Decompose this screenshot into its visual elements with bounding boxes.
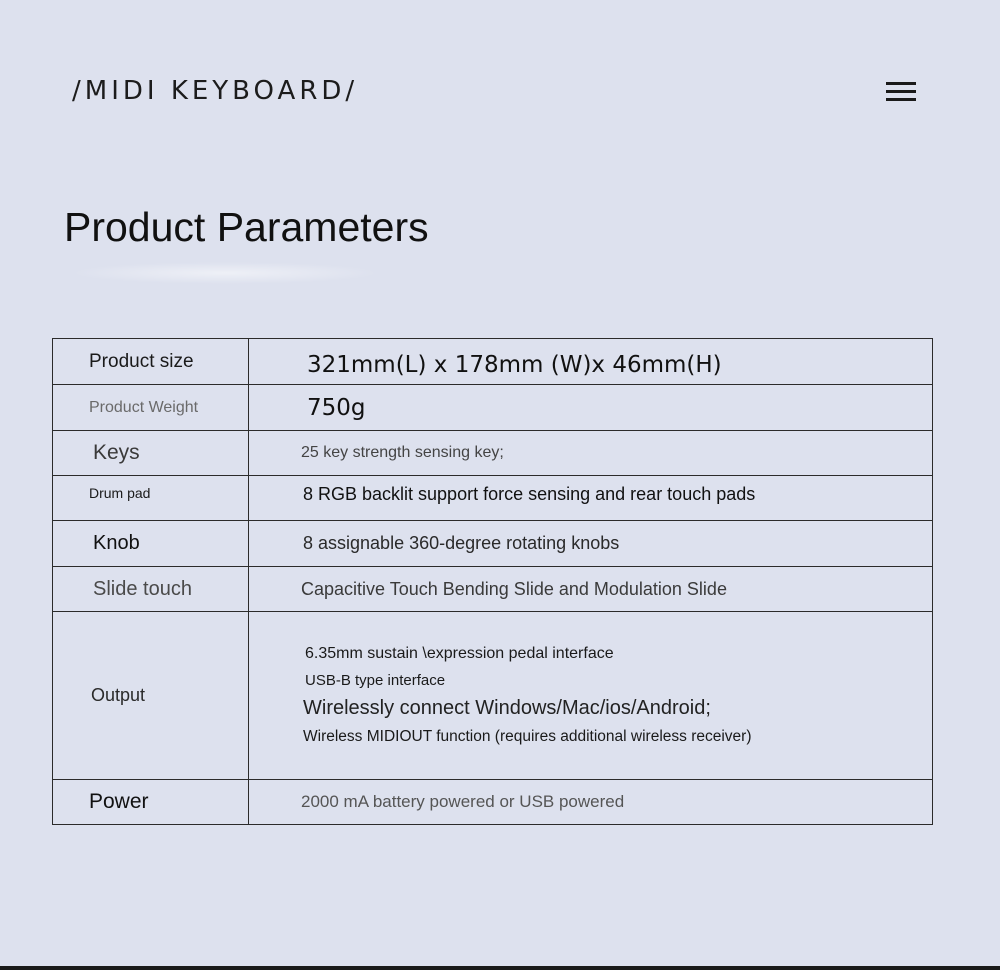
value-cell: [249, 385, 933, 431]
param-label-slide-touch: Slide touch: [93, 577, 192, 600]
param-label-product-size: Product size: [89, 350, 194, 372]
param-label-knob: Knob: [93, 532, 140, 554]
table-row-keys: [53, 431, 933, 476]
param-label-drum-pad: Drum pad: [89, 485, 151, 501]
table-row-drum-pad: [53, 476, 933, 521]
label-cell: [53, 385, 249, 431]
label-cell: [53, 521, 249, 567]
menu-line: [886, 90, 916, 93]
table-row-product-weight: [53, 385, 933, 431]
output-list: [301, 645, 932, 746]
label-cell: [53, 339, 249, 385]
label-cell: [53, 780, 249, 825]
bottom-divider: [0, 966, 1000, 970]
output-line: 6.35mm sustain \expression pedal interface: [305, 645, 614, 662]
value-cell: [249, 521, 933, 567]
param-value-product-weight: 750g: [307, 394, 366, 421]
param-label-product-weight: Product Weight: [89, 398, 199, 416]
menu-line: [886, 82, 916, 85]
table-row-output: [53, 612, 933, 780]
output-line: Wirelessly connect Windows/Mac/ios/Android;: [303, 697, 711, 719]
menu-line: [886, 98, 916, 101]
table-row-product-size: [53, 339, 933, 385]
value-cell: [249, 567, 933, 612]
value-cell: [249, 612, 933, 780]
value-cell: [249, 780, 933, 825]
param-value-slide-touch: Capacitive Touch Bending Slide and Modulation Slide: [301, 578, 727, 599]
label-cell: [53, 612, 249, 780]
param-value-drum-pad: 8 RGB backlit support force sensing and rear touch pads: [303, 483, 756, 504]
hamburger-menu-icon[interactable]: [886, 82, 916, 104]
label-cell: [53, 431, 249, 476]
param-label-keys: Keys: [93, 441, 140, 464]
table-row-knob: [53, 521, 933, 567]
param-value-power: 2000 mA battery powered or USB powered: [301, 792, 625, 811]
parameters-table: [52, 338, 933, 825]
param-value-product-size: 321mm(L) x 178mm (W)x 46mm(H): [307, 351, 722, 378]
param-label-power: Power: [89, 790, 149, 813]
label-cell: [53, 567, 249, 612]
param-value-knob: 8 assignable 360-degree rotating knobs: [303, 533, 620, 553]
table-row-slide-touch: [53, 567, 933, 612]
output-line: USB-B type interface: [305, 672, 446, 689]
table-row-power: [53, 780, 933, 825]
label-cell: [53, 476, 249, 521]
value-cell: [249, 431, 933, 476]
value-cell: [249, 476, 933, 521]
output-line: Wireless MIDIOUT function (requires additional wireless receiver): [303, 728, 752, 745]
value-cell: [249, 339, 933, 385]
brand-title: /MIDI KEYBOARD/: [72, 76, 359, 106]
param-value-keys: 25 key strength sensing key;: [301, 444, 504, 461]
param-label-output: Output: [91, 685, 146, 705]
page-title: Product Parameters: [64, 204, 429, 250]
title-underglow: [70, 262, 380, 284]
